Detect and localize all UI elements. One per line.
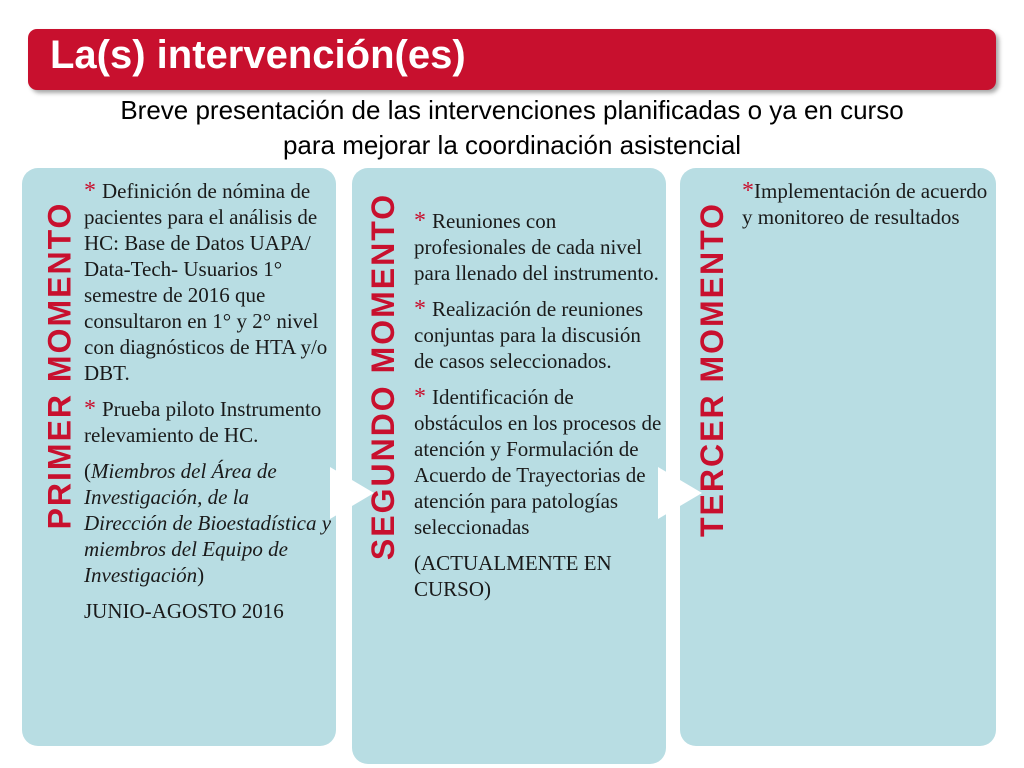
subtitle [0,93,1024,163]
primer-momento-note: (Miembros del Área de Investigación, de la Dirección de Bioestadística y miembros del Equipo de Investigación) [84,459,332,587]
primer-momento-period: JUNIO-AGOSTO 2016 [84,599,284,623]
segundo-momento-label-wrap [354,168,414,764]
asterisk-icon: * [84,178,102,204]
panel-primer-momento [22,168,336,746]
arrow-right-icon [330,467,374,519]
primer-momento-item-2-text: Prueba piloto Instrumento relevamiento de HC. [84,397,322,447]
panel-segundo-momento [352,168,666,764]
primer-momento-label: PRIMER MOMENTO [41,201,78,530]
primer-momento-item-1-text: Definición de nómina de pacientes para el análisis de HC: Base de Datos UAPA/ Data-Tech- Usuarios 1° semestre de 2016 que consultaron en 1° y 2° nivel con diagnósticos de HTA y/o DBT. [84,179,328,385]
page-title: La(s) intervención(es) [50,33,466,77]
tercer-momento-label-wrap [682,168,742,746]
subtitle-line-1: Breve presentación de las intervenciones planificadas o ya en curso [120,95,904,125]
subtitle-line-2: para mejorar la coordinación asistencial [282,130,742,160]
arrow-right-icon [658,467,702,519]
tercer-momento-label: TERCER MOMENTO [693,201,730,537]
segundo-momento-item-2-text: Realización de reuniones conjuntas para la discusión de casos seleccionados. [414,297,644,373]
primer-momento-label-wrap [30,168,90,748]
segundo-momento-item-2 [414,296,662,374]
tercer-momento-content [742,178,992,240]
segundo-momento-label: SEGUNDO MOMENTO [365,192,402,560]
primer-momento-content [84,178,334,634]
asterisk-icon: * [414,296,432,322]
panel-tercer-momento [680,168,996,746]
segundo-momento-item-3-text: Identificación de obstáculos en los procesos de atención y Formulación de Acuerdo de Trayectorias de atención para patologías seleccionadas [414,385,662,539]
segundo-momento-item-3 [414,384,662,540]
asterisk-icon: * [742,178,754,204]
primer-momento-item-2 [84,396,334,448]
tercer-momento-item-1-text: Implementación de acuerdo y monitoreo de resultados [742,179,988,229]
segundo-momento-item-1 [414,208,662,286]
asterisk-icon: * [414,208,432,234]
asterisk-icon: * [84,396,102,422]
title-bar [28,29,996,90]
segundo-momento-status: (ACTUALMENTE EN CURSO) [414,551,612,601]
segundo-momento-content [414,208,662,612]
primer-momento-note-text: Miembros del Área de Investigación, de la Dirección de Bioestadística y miembros del Equipo de Investigación [84,459,332,587]
primer-momento-item-1 [84,178,334,386]
segundo-momento-item-1-text: Reuniones con profesionales de cada nivel para llenado del instrumento. [414,209,659,285]
tercer-momento-item-1 [742,178,992,230]
asterisk-icon: * [414,384,432,410]
